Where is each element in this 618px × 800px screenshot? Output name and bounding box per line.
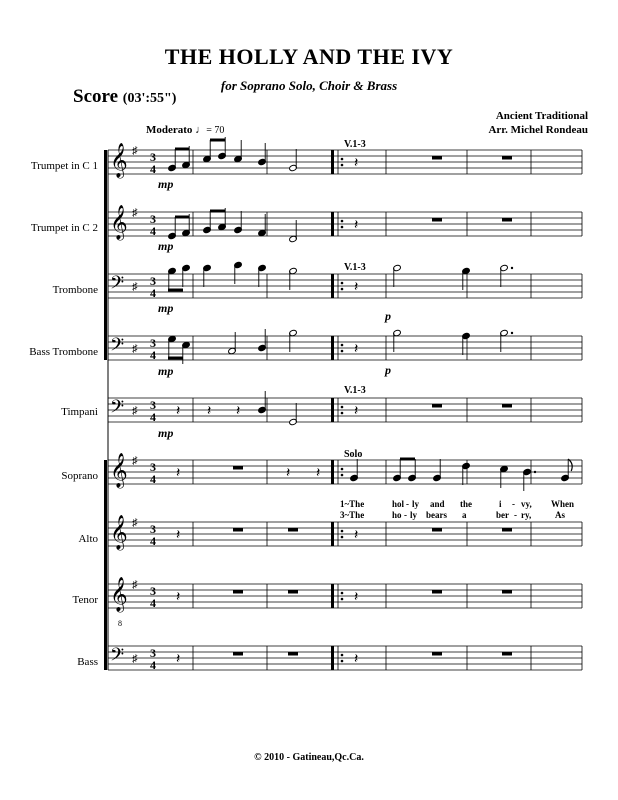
repeat-dot: [341, 350, 344, 353]
repeat-dot: [341, 412, 344, 415]
copyright-footer: © 2010 - Gatineau,Qc.Ca.: [254, 752, 364, 763]
time-sig-top: 3: [150, 274, 156, 288]
repeat-thick-bar: [331, 212, 334, 236]
dynamic-mp-bass-trombone: mp: [158, 364, 174, 378]
repeat-dot: [341, 654, 344, 657]
time-sig-top: 3: [150, 398, 156, 412]
lyric-syllable: vy,: [521, 499, 532, 509]
dynamic-p-bass-trombone: p: [385, 363, 391, 377]
quarter-rest-icon: 𝄽: [354, 652, 359, 667]
sharp-icon: ♯: [132, 455, 138, 467]
lyric-syllable: ly: [412, 499, 420, 509]
octave-mark: 8: [118, 619, 122, 628]
bass-clef-icon: 𝄢: [110, 644, 125, 669]
note-beam: [210, 139, 225, 142]
dynamic-mp-trumpet-2: mp: [158, 239, 174, 253]
repeat-thick-bar: [331, 274, 334, 298]
quarter-rest-icon: 𝄽: [207, 404, 212, 419]
bass-clef-icon: 𝄢: [110, 272, 125, 297]
instrument-label-trombone: Trombone: [52, 284, 98, 296]
repeat-dot: [341, 468, 344, 471]
quarter-rest-icon: 𝄽: [354, 218, 359, 233]
instrument-label-timpani: Timpani: [61, 406, 98, 418]
repeat-thick-bar: [331, 398, 334, 422]
lyrics-verse-1: [340, 499, 574, 509]
sharp-icon: ♯: [132, 405, 138, 417]
whole-rest: [288, 590, 298, 594]
whole-rest: [502, 156, 512, 160]
whole-rest: [432, 590, 442, 594]
volta-label-trumpet: V.1-3: [344, 139, 366, 150]
time-sig-top: 3: [150, 522, 156, 536]
lyric-syllable: As: [555, 510, 566, 520]
quarter-rest-icon: 𝄽: [316, 466, 321, 481]
tempo-value: = 70: [206, 125, 225, 136]
whole-rest: [233, 590, 243, 594]
note-beam: [175, 216, 189, 219]
repeat-dot: [341, 288, 344, 291]
composer-line-2: Arr. Michel Rondeau: [488, 124, 588, 136]
repeat-thick-bar: [331, 336, 334, 360]
piece-subtitle: for Soprano Solo, Choir & Brass: [220, 78, 398, 93]
treble-clef-icon: 𝄞: [110, 516, 128, 549]
lyric-syllable: -: [512, 499, 515, 509]
quarter-note-icon: ♩: [195, 124, 207, 136]
lyric-syllable: ly: [410, 510, 418, 520]
dynamic-mp-timpani: mp: [158, 426, 174, 440]
note-beam: [210, 210, 225, 213]
quarter-rest-icon: 𝄽: [286, 466, 291, 481]
lyric-syllable: bears: [426, 510, 447, 520]
lyric-syllable: i: [499, 499, 502, 509]
whole-rest: [502, 404, 512, 408]
quarter-rest-icon: 𝄽: [354, 528, 359, 543]
whole-rest: [432, 404, 442, 408]
quarter-rest-icon: 𝄽: [236, 404, 241, 419]
time-sig-top: 3: [150, 150, 156, 164]
treble-clef-icon: 𝄞: [110, 578, 128, 611]
whole-rest: [233, 528, 243, 532]
note-flag: [568, 459, 572, 471]
choir-bracket: [104, 460, 107, 670]
whole-rest: [432, 528, 442, 532]
repeat-dot: [341, 344, 344, 347]
sharp-icon: ♯: [132, 145, 138, 157]
treble-clef-icon: 𝄞: [110, 206, 128, 239]
repeat-dot: [341, 406, 344, 409]
time-sig-bottom: 4: [150, 162, 156, 176]
repeat-dot: [341, 660, 344, 663]
lyric-syllable: ber: [496, 510, 509, 520]
note-beam: [168, 357, 183, 360]
whole-rest: [502, 652, 512, 656]
whole-rest: [288, 528, 298, 532]
lyric-syllable: -: [404, 510, 407, 520]
volta-label-trombone: V.1-3: [344, 262, 366, 273]
time-sig-bottom: 4: [150, 286, 156, 300]
sharp-icon: ♯: [132, 207, 138, 219]
repeat-thick-bar: [331, 522, 334, 546]
time-sig-bottom: 4: [150, 348, 156, 362]
time-sig-bottom: 4: [150, 410, 156, 424]
dot: [534, 471, 536, 473]
quarter-rest-icon: 𝄽: [354, 156, 359, 171]
instrument-label-alto: Alto: [78, 533, 98, 545]
sharp-icon: ♯: [132, 343, 138, 355]
dynamic-mp-trumpet-1: mp: [158, 177, 174, 191]
quarter-rest-icon: 𝄽: [354, 404, 359, 419]
repeat-dot: [341, 536, 344, 539]
quarter-rest-icon: 𝄽: [176, 466, 181, 481]
lyric-syllable: a: [462, 510, 467, 520]
lyric-syllable: ho: [392, 510, 402, 520]
lyric-syllable: hol: [392, 499, 405, 509]
solo-label: Solo: [344, 449, 363, 460]
time-sig-bottom: 4: [150, 472, 156, 486]
time-sig-top: 3: [150, 212, 156, 226]
lyrics-verse-3: [340, 510, 565, 520]
lyric-syllable: and: [430, 499, 445, 509]
lyric-syllable: -: [406, 499, 409, 509]
quarter-rest-icon: 𝄽: [176, 404, 181, 419]
note-beam: [400, 458, 415, 461]
lyric-syllable: When: [551, 499, 575, 509]
whole-rest: [233, 652, 243, 656]
instrument-label-tenor: Tenor: [72, 594, 98, 606]
dot: [511, 332, 513, 334]
repeat-thick-bar: [331, 584, 334, 608]
instrument-label-bass-trombone: Bass Trombone: [29, 346, 98, 358]
lyric-syllable: 3~The: [340, 510, 365, 520]
whole-rest: [502, 218, 512, 222]
whole-rest: [233, 466, 243, 470]
repeat-dot: [341, 158, 344, 161]
notes: [168, 137, 575, 667]
instrument-label-soprano: Soprano: [61, 470, 98, 482]
dot: [511, 267, 513, 269]
time-sig-bottom: 4: [150, 534, 156, 548]
sharp-icon: ♯: [132, 517, 138, 529]
instrument-label-trumpet-2: Trumpet in C 2: [30, 222, 98, 234]
time-sig-top: 3: [150, 460, 156, 474]
whole-rest: [288, 652, 298, 656]
tempo-word: Moderato: [146, 124, 193, 136]
score-duration: (03':55"): [122, 91, 177, 106]
composer-line-1: Ancient Traditional: [495, 110, 588, 122]
quarter-rest-icon: 𝄽: [176, 528, 181, 543]
sharp-icon: ♯: [132, 653, 138, 665]
repeat-thick-bar: [331, 460, 334, 484]
treble-clef-icon: 𝄞: [110, 454, 128, 487]
repeat-dot: [341, 164, 344, 167]
time-sig-top: 3: [150, 336, 156, 350]
whole-rest: [432, 652, 442, 656]
lyric-syllable: -: [514, 510, 517, 520]
treble-clef-icon: 𝄞: [110, 144, 128, 177]
sharp-icon: ♯: [132, 579, 138, 591]
repeat-dot: [341, 530, 344, 533]
note-beam: [175, 148, 189, 151]
time-sig-top: 3: [150, 584, 156, 598]
dynamic-p-trombone: p: [385, 309, 391, 323]
quarter-rest-icon: 𝄽: [176, 590, 181, 605]
whole-rest: [502, 590, 512, 594]
clefs: [110, 143, 156, 672]
instrument-label-bass: Bass: [77, 656, 98, 668]
note-beam: [168, 289, 183, 292]
whole-rest: [502, 528, 512, 532]
repeat-dot: [341, 592, 344, 595]
lyric-syllable: 1~The: [340, 499, 365, 509]
quarter-rest-icon: 𝄽: [354, 590, 359, 605]
repeat-thick-bar: [331, 150, 334, 174]
instrument-label-trumpet-1: Trumpet in C 1: [30, 160, 98, 172]
bass-clef-icon: 𝄢: [110, 396, 125, 421]
quarter-rest-icon: 𝄽: [176, 652, 181, 667]
repeat-dot: [341, 282, 344, 285]
time-sig-bottom: 4: [150, 224, 156, 238]
lyric-syllable: ry,: [521, 510, 532, 520]
time-sig-top: 3: [150, 646, 156, 660]
lyric-syllable: the: [460, 499, 472, 509]
bass-clef-icon: 𝄢: [110, 334, 125, 359]
repeat-dot: [341, 226, 344, 229]
sharp-icon: ♯: [132, 281, 138, 293]
volta-label-timpani: V.1-3: [344, 385, 366, 396]
whole-rest: [432, 156, 442, 160]
repeat-dot: [341, 474, 344, 477]
quarter-rest-icon: 𝄽: [354, 280, 359, 295]
time-sig-bottom: 4: [150, 596, 156, 610]
piece-title: THE HOLLY AND THE IVY: [164, 44, 454, 69]
repeat-dot: [341, 598, 344, 601]
score-word: Score: [73, 86, 119, 107]
repeat-thick-bar: [331, 646, 334, 670]
repeat-dot: [341, 220, 344, 223]
quarter-rest-icon: 𝄽: [354, 342, 359, 357]
dynamic-mp-trombone: mp: [158, 301, 174, 315]
brass-bracket: [104, 150, 107, 360]
time-sig-bottom: 4: [150, 658, 156, 672]
whole-rest: [432, 218, 442, 222]
